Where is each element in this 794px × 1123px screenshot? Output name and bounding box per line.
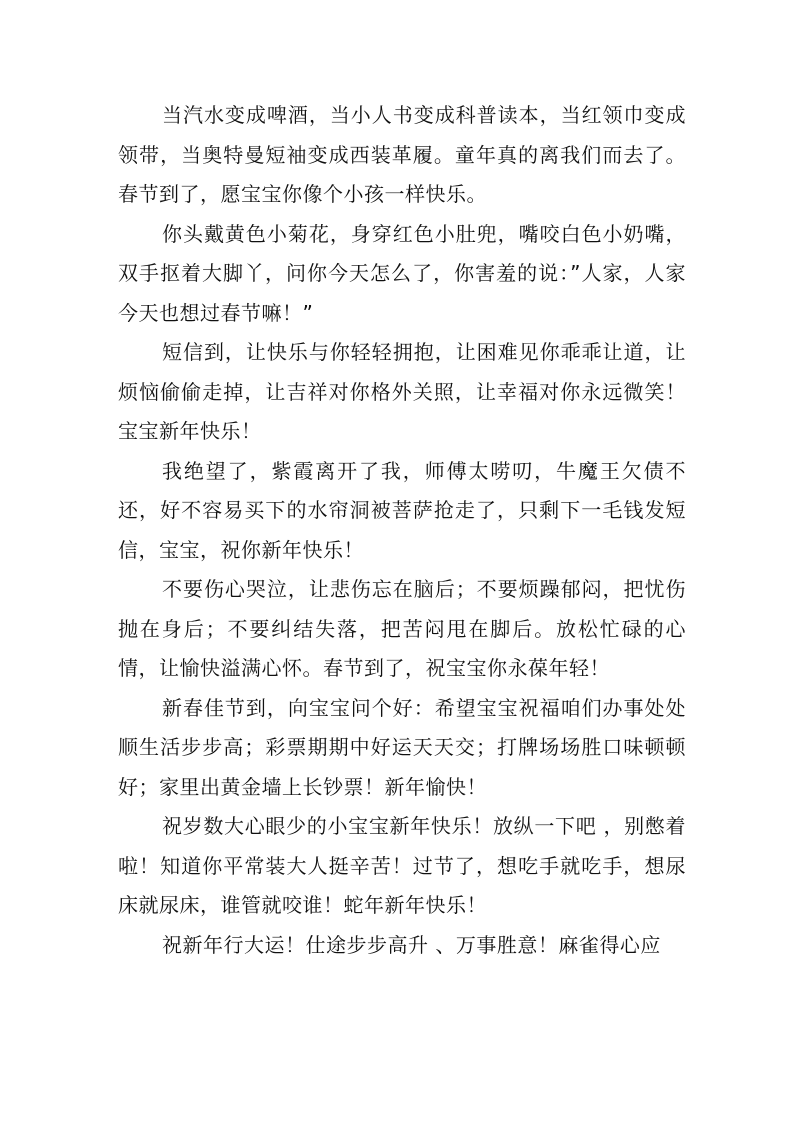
document-body bbox=[118, 96, 686, 965]
paragraph-5: 不要伤心哭泣，让悲伤忘在脑后；不要烦躁郁闷，把忧伤抛在身后；不要纠结失落，把苦闷甩在脚后。放松忙碌的心情，让愉快溢满心怀。春节到了，祝宝宝你永葆年轻！ bbox=[118, 577, 686, 680]
paragraph-4: 我绝望了，紫霞离开了我，师傅太唠叨，牛魔王欠债不还，好不容易买下的水帘洞被菩萨抢走了，只剩下一毛钱发短信，宝宝，祝你新年快乐！ bbox=[118, 458, 686, 562]
paragraph-6: 新春佳节到，向宝宝问个好：希望宝宝祝福咱们办事处处顺生活步步高；彩票期期中好运天天交；打牌场场胜口味顿顿好；家里出黄金墙上长钞票！新年愉快！ bbox=[118, 695, 686, 799]
paragraph-2: 你头戴黄色小菊花，身穿红色小肚兜，嘴咬白色小奶嘴，双手抠着大脚丫，问你今天怎么了，你害羞的说：”人家，人家今天也想过春节嘛！” bbox=[118, 221, 686, 325]
paragraph-7: 祝岁数大心眼少的小宝宝新年快乐！放纵一下吧 ，别憋着啦！知道你平常装大人挺辛苦！过节了，想吃手就吃手，想尿床就尿床，谁管就咬谁！蛇年新年快乐！ bbox=[118, 814, 686, 917]
paragraph-8: 祝新年行大运！仕途步步高升 、万事胜意！麻雀得心应 bbox=[162, 932, 661, 957]
paragraph-3: 短信到，让快乐与你轻轻拥抱，让困难见你乖乖让道，让烦恼偷偷走掉，让吉祥对你格外关照，让幸福对你永远微笑！宝宝新年快乐！ bbox=[118, 340, 686, 443]
paragraph-1: 当汽水变成啤酒，当小人书变成科普读本，当红领巾变成领带，当奥特曼短袖变成西装革履。童年真的离我们而去了。春节到了，愿宝宝你像个小孩一样快乐。 bbox=[118, 103, 686, 206]
